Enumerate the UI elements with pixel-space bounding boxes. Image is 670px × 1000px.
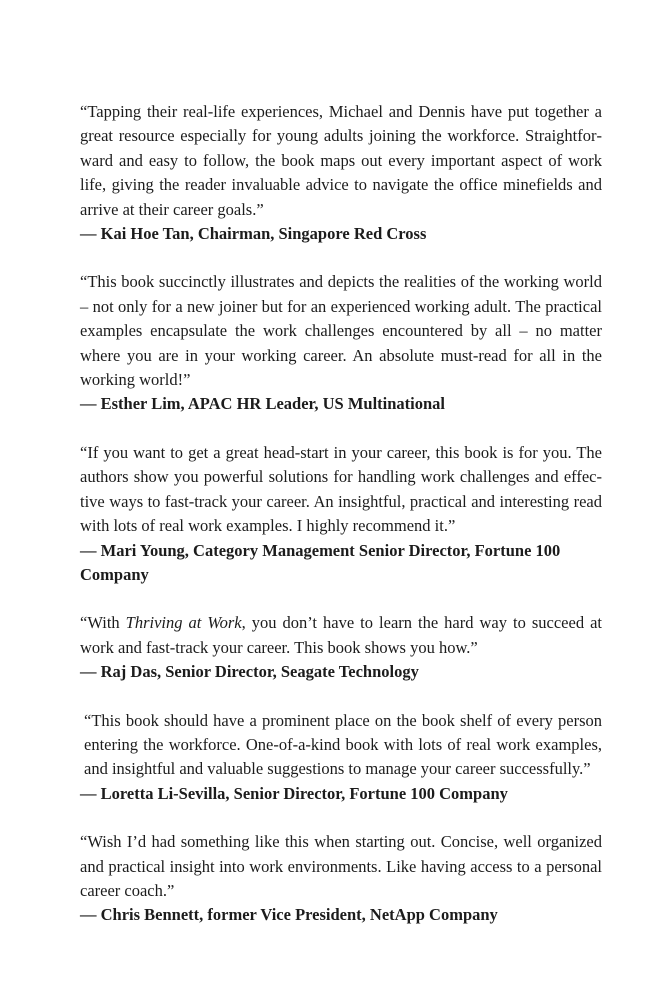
testimonial-quote: “Tapping their real-life experiences, Michael and Dennis have put together a great resource especially for young adults joining the workforce. Straightforward and easy to follow, the book maps out every important aspect of work life, giving the reader invaluable advice to navigate the office minefields and arrive at their career goals.” bbox=[80, 102, 602, 219]
testimonial-quote: “Wish I’d had something like this when starting out. Concise, well organized and practical insight into work environments. Like having access to a personal career coach.” bbox=[80, 832, 602, 900]
testimonials-page bbox=[80, 100, 602, 952]
testimonial-quote: “If you want to get a great head-start in your career, this book is for you. The authors show you powerful solutions for handling work challenges and effective ways to fast-track your career. An insightful, practical and interesting read with lots of real work examples. I highly recommend it.” bbox=[80, 442, 602, 536]
testimonial-attribution: — Loretta Li-Sevilla, Senior Director, Fortune 100 Company bbox=[80, 783, 508, 803]
testimonial-loretta-li-sevilla bbox=[80, 709, 602, 807]
testimonial-raj-das bbox=[80, 611, 602, 684]
testimonial-chris-bennett bbox=[80, 830, 602, 928]
testimonial-esther-lim bbox=[80, 270, 602, 416]
testimonial-kai-hoe-tan bbox=[80, 100, 602, 246]
testimonial-attribution: — Esther Lim, APAC HR Leader, US Multinational bbox=[80, 394, 446, 414]
testimonial-attribution: — Chris Bennett, former Vice President, NetApp Company bbox=[80, 905, 498, 925]
testimonial-mari-young bbox=[80, 441, 602, 587]
testimonial-attribution: — Kai Hoe Tan, Chairman, Singapore Red Cross bbox=[80, 224, 427, 244]
quote-text-before: “With bbox=[80, 613, 126, 633]
book-title: Thriving at Work bbox=[125, 613, 242, 633]
testimonial-quote: “This book should have a prominent place on the book shelf of every person entering the workforce. One-of-a-kind book with lots of real work examples, and insightful and valuable suggestions to manage your career successfully.” bbox=[84, 710, 602, 779]
testimonial-quote bbox=[80, 611, 602, 660]
testimonial-quote: “This book succinctly illustrates and depicts the realities of the working world – not only for a new joiner but for an experienced working adult. The practical examples encapsulate the work challenges encountered by all – no matter where you are in your working career. An absolute must-read for all in the working world!” bbox=[80, 272, 602, 390]
testimonial-attribution: — Raj Das, Senior Director, Seagate Technology bbox=[80, 662, 419, 682]
quote-text-after: , you don’t have to learn the hard way to succeed at work and fast-track your career. This book shows you how.” bbox=[80, 613, 602, 657]
testimonial-attribution: — Mari Young, Category Management Senior Director, Fortune 100 Company bbox=[80, 540, 561, 584]
